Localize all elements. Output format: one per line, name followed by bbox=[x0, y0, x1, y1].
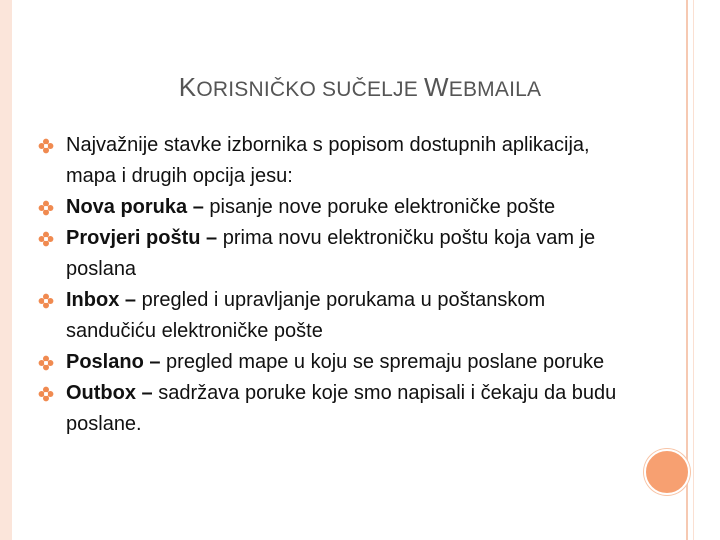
bullet-bold: Poslano bbox=[66, 351, 144, 373]
bullet-item bbox=[38, 285, 628, 347]
bullet-text: pregled i upravljanje porukama u poštanskom sandučiću elektroničke pošte bbox=[66, 289, 546, 342]
bullet-bold: Nova poruka bbox=[66, 196, 188, 218]
decorative-circle bbox=[644, 449, 690, 495]
bullet-item bbox=[38, 223, 628, 285]
title-part-2: EBMAILA bbox=[448, 78, 542, 101]
bullet-list bbox=[38, 130, 628, 440]
left-frame-border bbox=[0, 0, 12, 540]
bullet-dash: – bbox=[143, 351, 167, 373]
bullet-item bbox=[38, 192, 628, 223]
bullet-item bbox=[38, 378, 628, 440]
title-initial-k: K bbox=[178, 72, 197, 102]
bullet-dash: – bbox=[119, 289, 142, 311]
bullet-dash: – bbox=[136, 382, 159, 404]
title-part-1: ORISNIČKO SUČELJE bbox=[196, 78, 424, 101]
slide-title bbox=[60, 72, 660, 103]
bullet-text: Najvažnije stavke izbornika s popisom dostupnih aplikacija, mapa i drugih opcija jesu: bbox=[66, 134, 590, 187]
title-initial-w: W bbox=[424, 72, 449, 102]
bullet-dash: – bbox=[187, 196, 210, 218]
bullet-bold: Provjeri poštu bbox=[66, 227, 201, 249]
bullet-bold: Outbox bbox=[66, 382, 136, 404]
bullet-text: pregled mape u koju se spremaju poslane poruke bbox=[166, 351, 605, 373]
right-frame-line-thin bbox=[693, 0, 694, 540]
bullet-item bbox=[38, 347, 628, 378]
bullet-text: pisanje nove poruke elektroničke pošte bbox=[209, 196, 556, 218]
bullet-item bbox=[38, 130, 628, 192]
bullet-dash: – bbox=[200, 227, 223, 249]
flower-bullet-icon bbox=[38, 138, 54, 154]
flower-bullet-icon bbox=[38, 231, 54, 247]
flower-bullet-icon bbox=[38, 355, 54, 371]
bullet-text: prima novu elektroničku poštu koja vam je poslana bbox=[66, 227, 596, 280]
flower-bullet-icon bbox=[38, 386, 54, 402]
bullet-text: sadržava poruke koje smo napisali i čekaju da budu poslane. bbox=[66, 382, 617, 435]
flower-bullet-icon bbox=[38, 200, 54, 216]
flower-bullet-icon bbox=[38, 293, 54, 309]
bullet-bold: Inbox bbox=[66, 289, 120, 311]
